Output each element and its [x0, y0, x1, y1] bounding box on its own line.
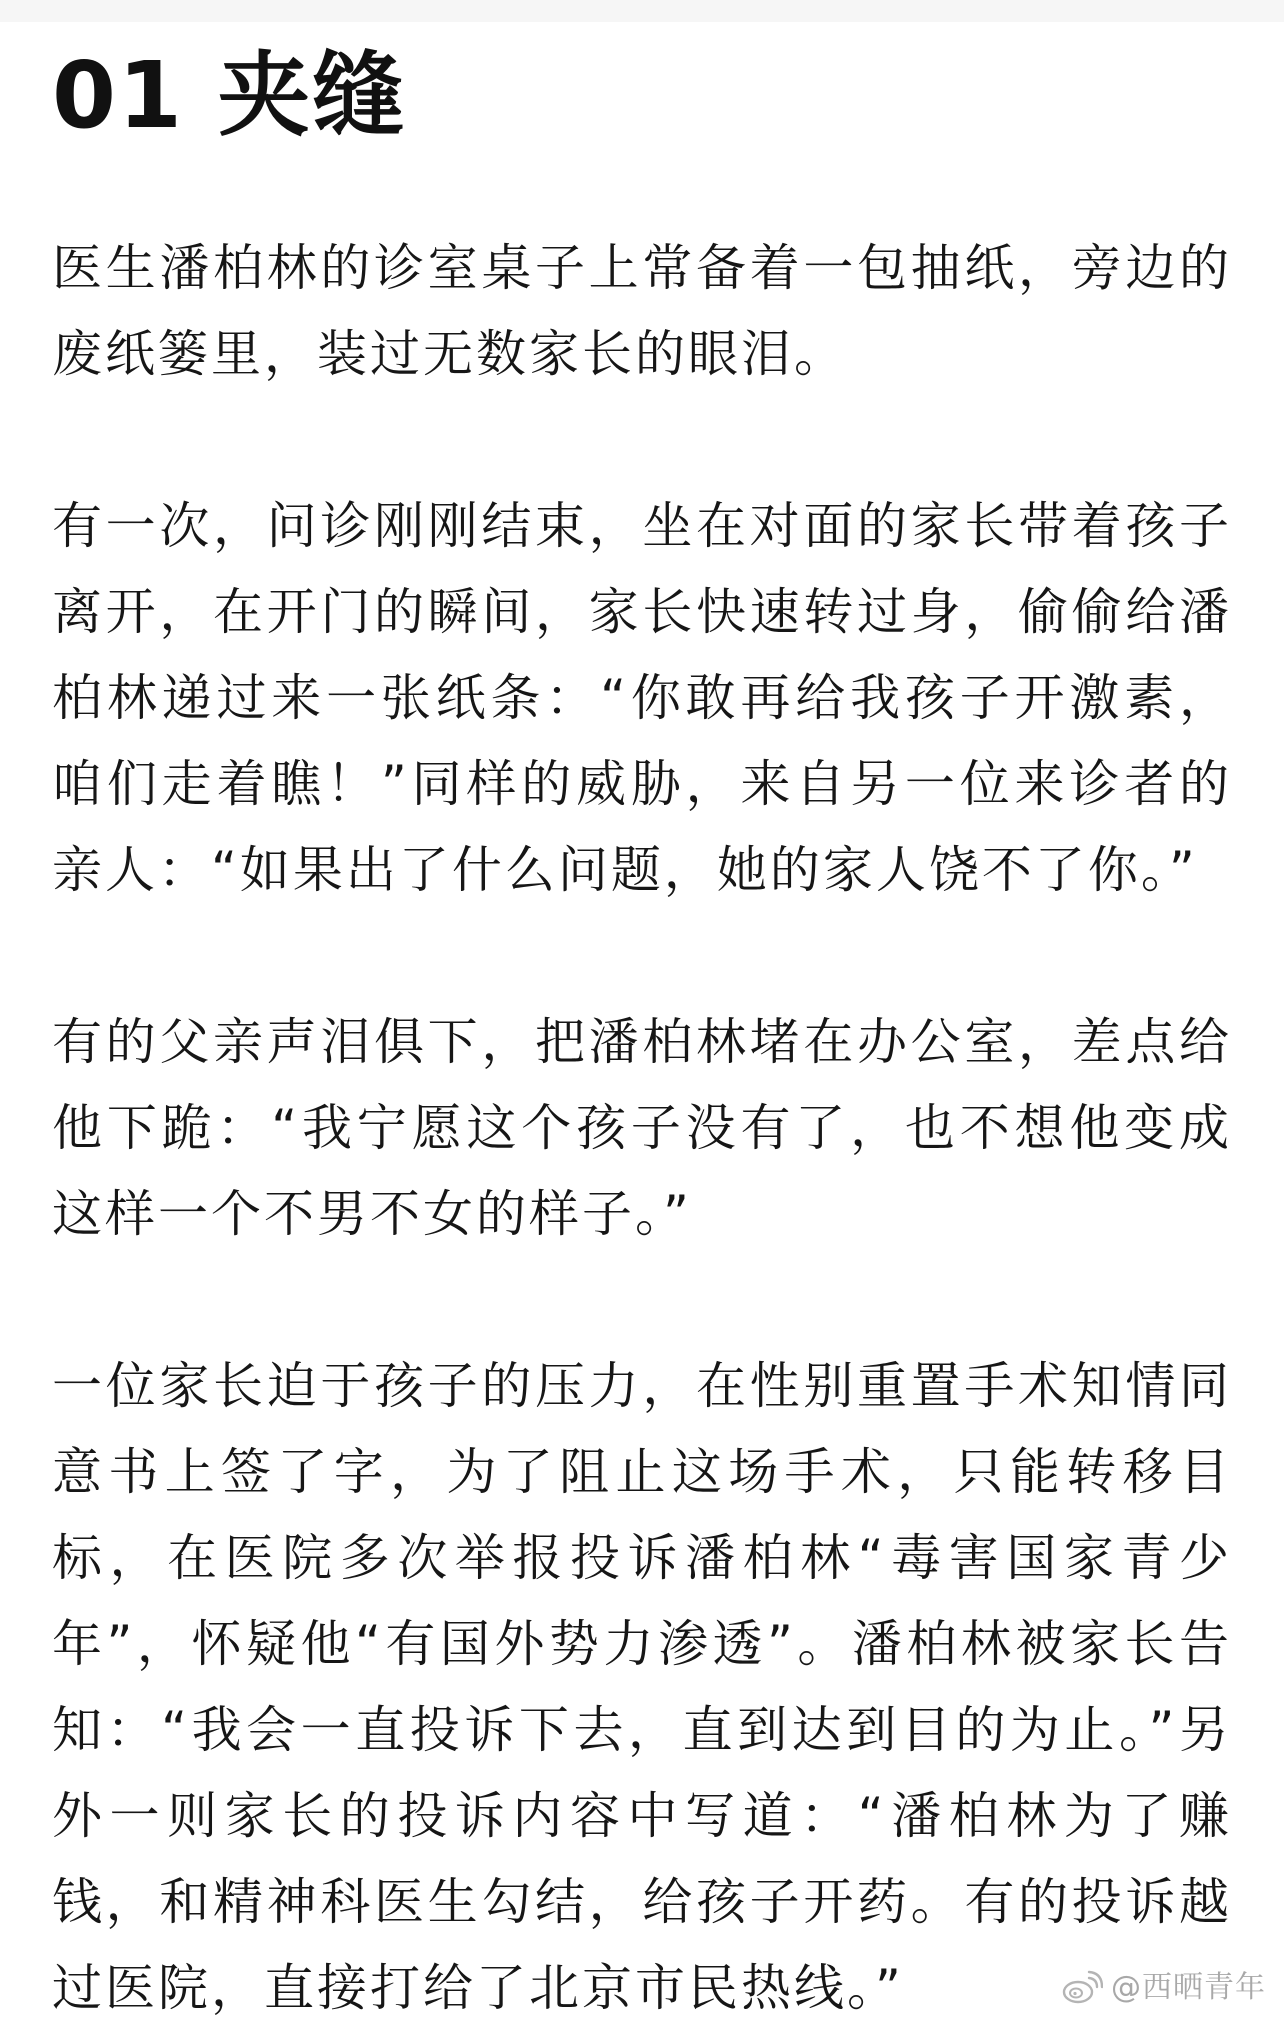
- top-strip: [0, 0, 1284, 22]
- paragraph-3: 有的父亲声泪俱下，把潘柏林堵在办公室，差点给他下跪：“我宁愿这个孩子没有了，也不想他变成这样一个不男不女的样子。”: [52, 1013, 1232, 1243]
- paragraph-4: 一位家长迫于孩子的压力，在性别重置手术知情同意书上签了字，为了阻止这场手术，只能转移目标，在医院多次举报投诉潘柏林“毒害国家青少年”，怀疑他“有国外势力渗透”。潘柏林被家长告知：“我会一直投诉下去，直到达到目的为止。”另外一则家长的投诉内容中写道：“潘柏林为了赚钱，和精神科医生勾结，给孩子开药。有的投诉越过医院，直接打给了北京市民热线。”: [52, 1357, 1232, 2017]
- watermark-handle: @西晒青年: [1111, 1970, 1266, 2005]
- weibo-watermark: [1061, 1966, 1266, 2010]
- article: [52, 40, 1232, 2031]
- weibo-logo-icon: [1061, 1970, 1103, 2006]
- paragraph-1: 医生潘柏林的诊室桌子上常备着一包抽纸，旁边的废纸篓里，装过无数家长的眼泪。: [52, 239, 1232, 383]
- section-title: 01 夹缝: [52, 42, 407, 149]
- paragraph-2: 有一次，问诊刚刚结束，坐在对面的家长带着孩子离开，在开门的瞬间，家长快速转过身，偷偷给潘柏林递过来一张纸条：“你敢再给我孩子开激素，咱们走着瞧！”同样的威胁，来自另一位来诊者的亲人：“如果出了什么问题，她的家人饶不了你。”: [52, 497, 1232, 899]
